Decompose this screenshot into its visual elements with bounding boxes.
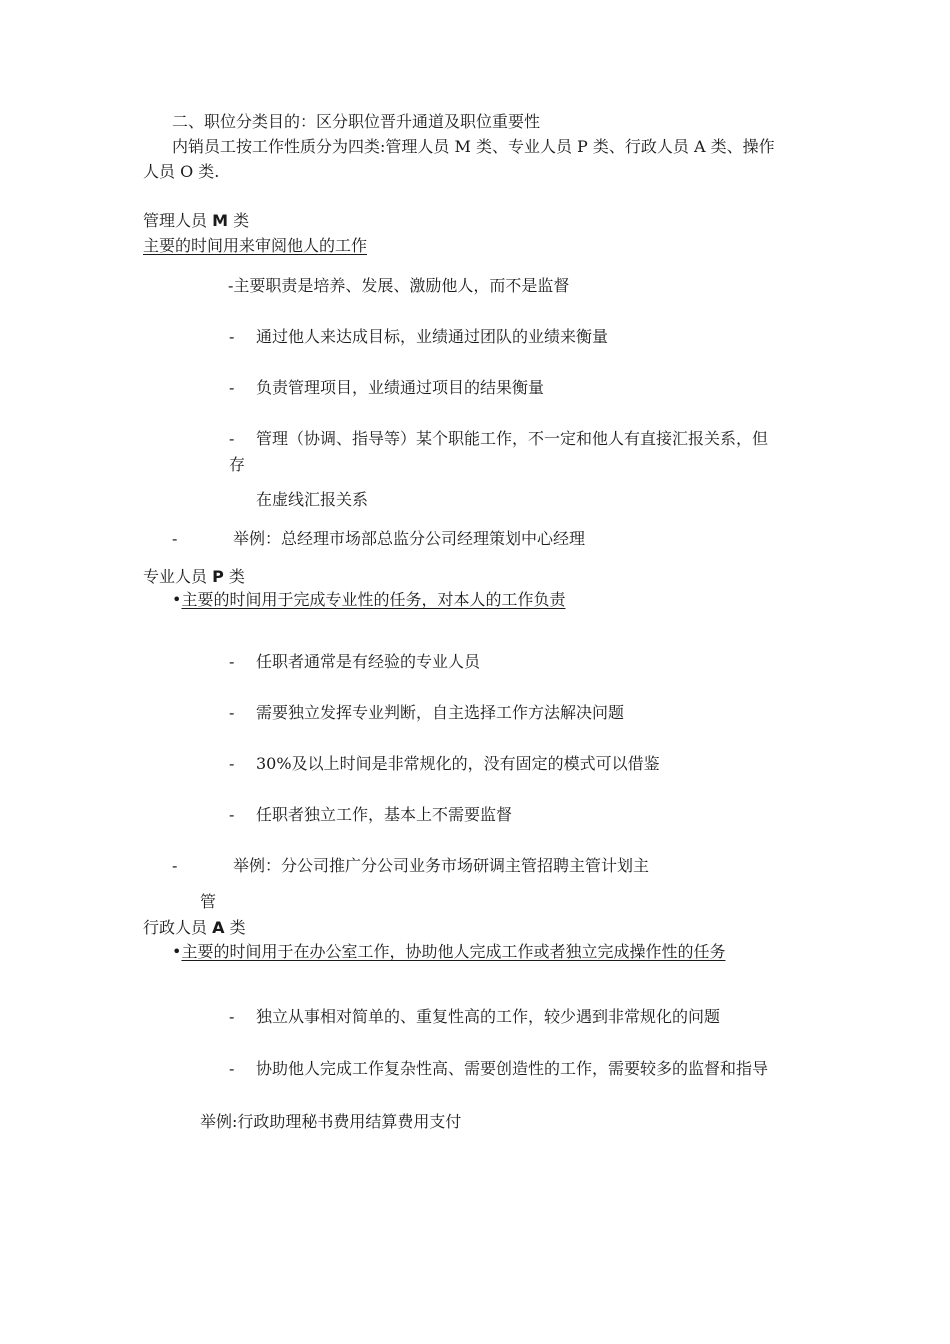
list-item: -主要职责是培养、发展、激励他人，而不是监督 (228, 276, 570, 295)
dash-marker: - (229, 327, 235, 346)
category-code: M (212, 211, 229, 230)
list-item: 协助他人完成工作复杂性高、需要创造性的工作，需要较多的监督和指导 (256, 1059, 769, 1078)
dash-marker: - (229, 429, 235, 448)
category-suffix: 类 (223, 567, 245, 586)
dash-marker: - (229, 805, 235, 824)
example-m: 举例：总经理市场部总监分公司经理策划中心经理 (233, 529, 586, 548)
category-label: 行政人员 (143, 918, 213, 937)
dash-marker: - (229, 1059, 235, 1078)
list-item: 任职者独立工作，基本上不需要监督 (256, 805, 513, 824)
example-p: 举例：分公司推广分公司业务市场研调主管招聘主管计划主 (233, 856, 650, 875)
category-summary-a (172, 942, 725, 962)
dash-marker: - (229, 378, 235, 397)
list-item: 需要独立发挥专业判断，自主选择工作方法解决问题 (256, 703, 625, 722)
category-summary-m: 主要的时间用来审阅他人的工作 (143, 236, 368, 255)
intro-line: 人员 O 类. (143, 162, 220, 181)
dash-marker: - (172, 529, 178, 548)
category-label: 专业人员 (143, 567, 213, 586)
list-item: 通过他人来达成目标，业绩通过团队的业绩来衡量 (256, 327, 609, 346)
summary-text: 主要的时间用于完成专业性的任务，对本人的工作负责 (181, 590, 566, 609)
category-code: A (212, 918, 225, 937)
list-item: 30%及以上时间是非常规化的，没有固定的模式可以借鉴 (256, 754, 660, 773)
summary-text: 主要的时间用于在办公室工作，协助他人完成工作或者独立完成操作性的任务 (181, 942, 726, 961)
category-title-a (143, 918, 246, 938)
category-suffix: 类 (224, 918, 246, 937)
category-title-m (143, 211, 249, 231)
list-item-wrap: 存 (229, 455, 246, 474)
example-p-wrap: 管 (200, 892, 217, 911)
category-title-p (143, 567, 245, 587)
category-suffix: 类 (228, 211, 250, 230)
dash-marker: - (229, 754, 235, 773)
dash-marker: - (229, 1007, 235, 1026)
intro-line: 内销员工按工作性质分为四类:管理人员 M 类、专业人员 P 类、行政人员 A 类、操作 (172, 137, 775, 156)
dash-marker: - (229, 652, 235, 671)
list-item: 管理（协调、指导等）某个职能工作，不一定和他人有直接汇报关系，但 (256, 429, 769, 448)
section-heading: 二、职位分类目的：区分职位晋升通道及职位重要性 (172, 112, 541, 131)
dash-marker: - (172, 856, 178, 875)
category-code: P (212, 567, 224, 586)
bullet-icon: • (172, 942, 182, 961)
list-item: 独立从事相对简单的、重复性高的工作，较少遇到非常规化的问题 (256, 1007, 721, 1026)
category-summary-p (172, 590, 565, 610)
list-item: 任职者通常是有经验的专业人员 (256, 652, 481, 671)
list-item-wrap: 在虚线汇报关系 (256, 490, 369, 509)
example-a: 举例:行政助理秘书费用结算费用支付 (200, 1112, 462, 1131)
category-label: 管理人员 (143, 211, 213, 230)
bullet-icon: • (172, 590, 182, 609)
list-item: 负责管理项目，业绩通过项目的结果衡量 (256, 378, 545, 397)
dash-marker: - (229, 703, 235, 722)
